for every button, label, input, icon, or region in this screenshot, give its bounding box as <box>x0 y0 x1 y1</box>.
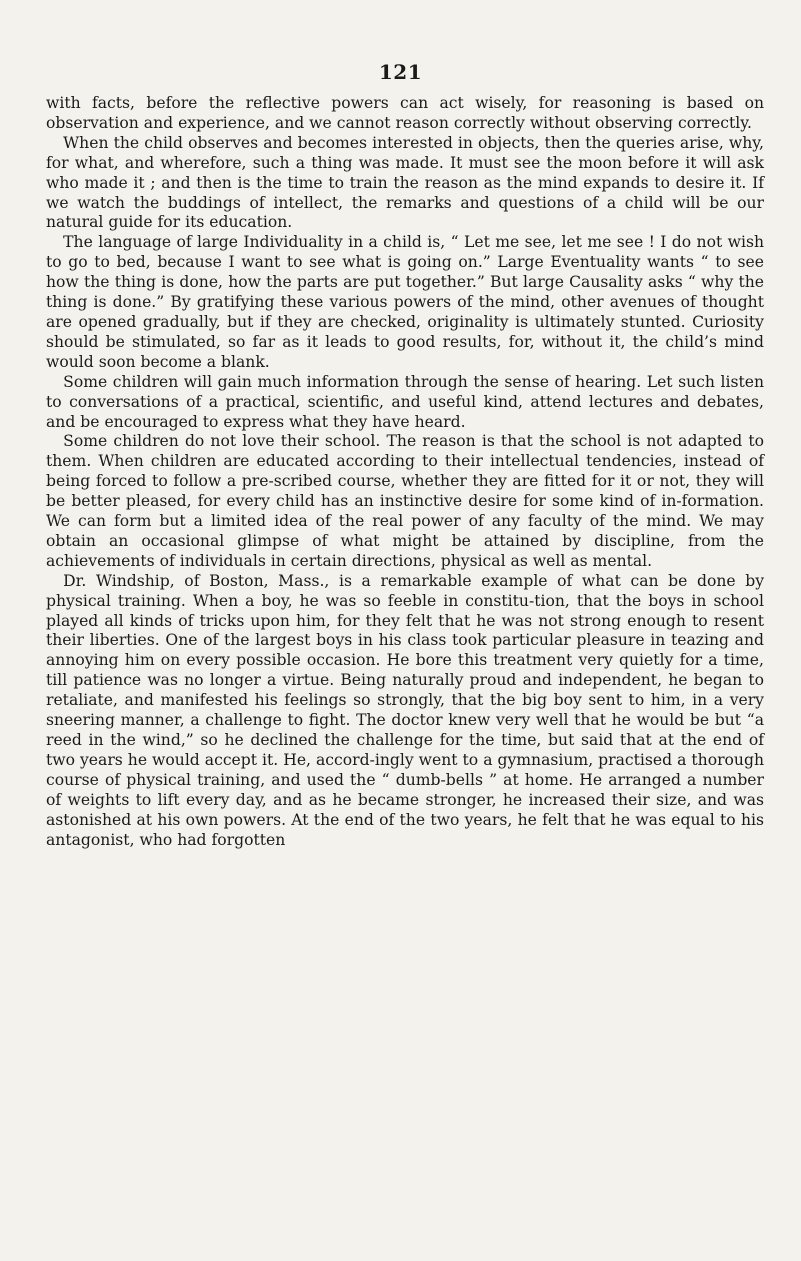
paragraph-child-observes: When the child observes and becomes interested in objects, then the queries arise, why, for what, and wherefore, such a thing was made. It must see the moon before it will ask who made it ; and then is the time to train the reason as the mind expands to desire it. If we watch the buddings of intellect, the remarks and questions of a child will be our natural guide for its education. <box>46 133 764 232</box>
paragraph-hearing: Some children will gain much information through the sense of hearing. Let such listen to conversations of a practical, scientific, and useful kind, attend lectures and debates, and be encouraged to express what they have heard. <box>46 372 764 431</box>
paragraph-individuality: The language of large Individuality in a child is, “ Let me see, let me see ! I do not wish to go to bed, because I want to see what is going on.” Large Eventuality wants “ to see how the thing is done, how the parts are put together.” But large Causality asks “ why the thing is done.” By gratifying these various powers of the mind, other avenues of thought are opened gradually, but if they are checked, originality is ultimately stunted. Curiosity should be stimulated, so far as it leads to good results, for, without it, the child’s mind would soon become a blank. <box>46 233 764 371</box>
paragraph-windship: Dr. Windship, of Boston, Mass., is a remarkable example of what can be done by physical training. When a boy, he was so feeble in constitu-tion, that the boys in school played all kinds of tricks upon him, for they felt that he was not strong enough to resent their liberties. One of the largest boys in his class took particular pleasure in teazing and annoying him on every possible occasion. He bore this treatment very quietly for a time, till patience was no longer a virtue. Being naturally proud and independent, he began to retaliate, and manifested his feelings so strongly, that the big boy sent to him, in a very sneering manner, a challenge to fight. The doctor knew very well that he would be but “a reed in the wind,” so he declined the challenge for the time, but said that at the end of two years he would accept it. He, accord-ingly went to a gymnasium, practised a thorough course of physical training, and used the “ dumb-bells ” at home. He arranged a number of weights to lift every day, and as he became stronger, he increased their size, and was astonished at his own powers. At the end of the two years, he felt that he was equal to his antagonist, who had forgotten <box>46 571 764 849</box>
paragraph-continued: with facts, before the reflective powers can act wisely, for reasoning is based on observation and experience, and we cannot reason correctly without observing correctly. <box>46 94 764 132</box>
paragraph-school: Some children do not love their school. The reason is that the school is not adapted to them. When children are educated according to their intellectual tendencies, instead of being forced to follow a pre-scribed course, whether they are fitted for it or not, they will be better pleased, for every child has an instinctive desire for some kind of in-formation. We can form but a limited idea of the real power of any faculty of the mind. We may obtain an occasional glimpse of what might be attained by discipline, from the achievements of individuals in certain directions, physical as well as mental. <box>46 432 764 570</box>
page-number: 121 <box>378 60 423 84</box>
body-text <box>46 94 764 850</box>
